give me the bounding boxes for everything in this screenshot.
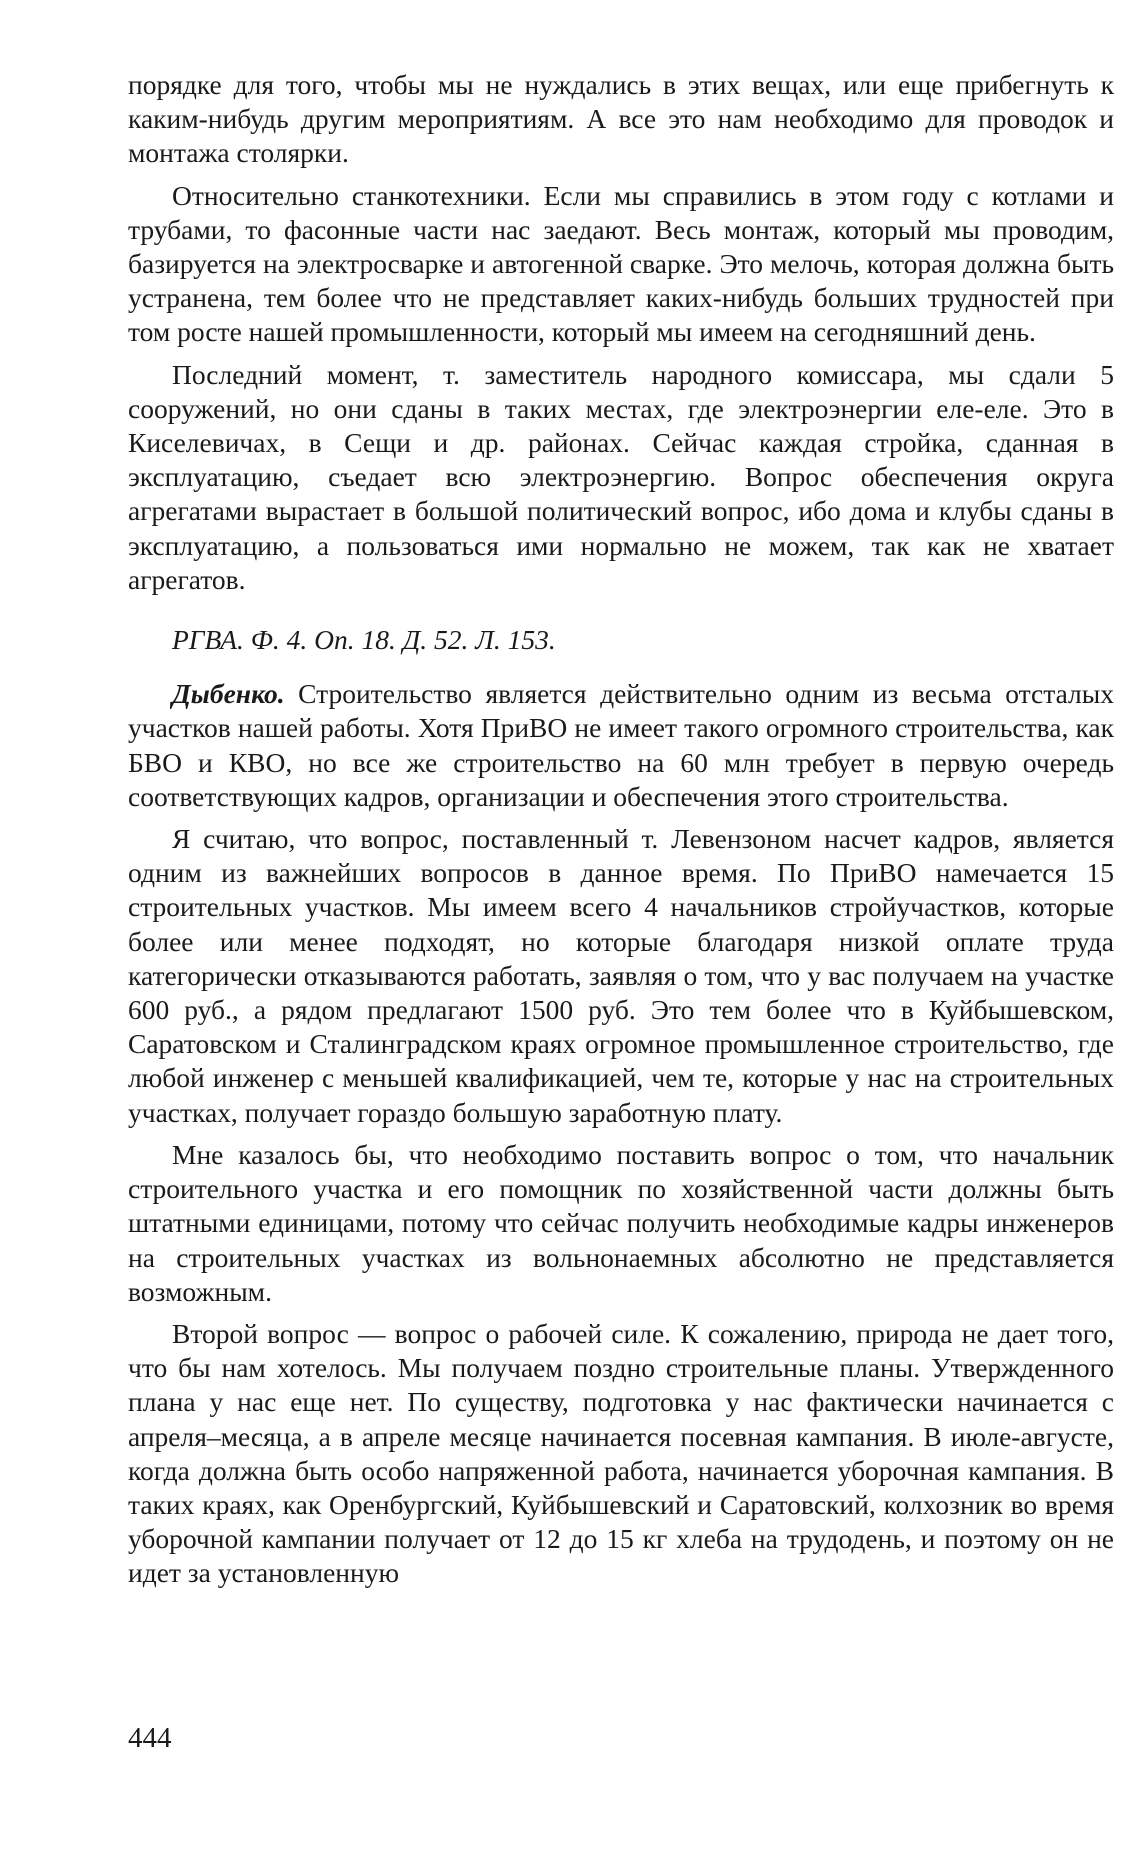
paragraph-continuation: порядке для того, чтобы мы не нуждались в этих вещах, или еще прибегнуть к каким-нибудь другим мероприятиям. А все это нам необходимо для проводок и монтажа столярки.: [128, 69, 1114, 169]
paragraph-dybenko: [128, 677, 1114, 814]
paragraph-last-point: Последний момент, т. заместитель народного комиссара, мы сдали 5 сооружений, но они сданы в таких местах, где электроэнергии еле-еле. Это в Киселевичах, в Сещи и др. районах. Сейчас каждая стройка, сданная в эксплуатацию, съедает всю электроэнергию. Вопрос обеспечения округа агрегатами вырастает в большой политический вопрос, ибо дома и клубы сданы в эксплуатацию, а пользоваться ими нормально не можем, так как не хватает агрегатов.: [128, 358, 1114, 595]
paragraph-cadres: Я считаю, что вопрос, поставленный т. Левензоном насчет кадров, является одним из важнейших вопросов в данное время. По ПриВО намечается 15 строительных участков. Мы имеем всего 4 начальников стройучастков, которые более или менее подходят, но которые благодаря низкой оплате труда категорически отказываются работать, заявляя о том, что у вас получаем на участке 600 руб., а рядом предлагают 1500 руб. Это тем более что в Куйбышевском, Саратовском и Сталинградском краях огромное промышленное строительство, где любой инженер с меньшей квалификацией, чем те, которые у нас на строительных участках, получает гораздо большую заработную плату.: [128, 823, 1114, 1128]
speaker-name: Дыбенко.: [172, 678, 285, 710]
paragraph-machine-tools: Относительно станкотехники. Если мы справились в этом году с котлами и трубами, то фасонные части нас заедают. Весь монтаж, который мы проводим, базируется на электросварке и автогенной сварке. Это мелочь, которая должна быть устранена, тем более что не представляет каких-нибудь больших трудностей при том росте нашей промышленности, который мы имеем на сегодняшний день.: [128, 179, 1114, 348]
archive-reference: РГВА. Ф. 4. Оп. 18. Д. 52. Л. 153.: [172, 624, 556, 656]
page-number: 444: [128, 1722, 172, 1754]
paragraph-staff-units: Мне казалось бы, что необходимо поставить вопрос о том, что начальник строительного участка и его помощник по хозяйственной части должны быть штатными единицами, потому что сейчас получить необходимые кадры инженеров на строительных участках из вольнонаемных абсолютно не представляется возможным.: [128, 1138, 1114, 1307]
speaker-text: Строительство является действительно одним из весьма отсталых участков нашей работы. Хотя ПриВО не имеет такого огромного строительства, как БВО и КВО, но все же строительство на 60 млн требует в первую очередь соответствующих кадров, организации и обеспечения этого строительства.: [128, 678, 1114, 812]
paragraph-labor-force: Второй вопрос — вопрос о рабочей силе. К сожалению, природа не дает того, что бы нам хотелось. Мы получаем поздно строительные планы. Утвержденного плана у нас еще нет. По существу, подготовка у нас фактически начинается с апреля–месяца, а в апреле месяце начинается посевная кампания. В июле-августе, когда должна быть особо напряженной работа, начинается уборочная кампания. В таких краях, как Оренбургский, Куйбышевский и Саратовский, колхозник во время уборочной кампании получает от 12 до 15 кг хлеба на трудодень, и поэтому он не идет за установленную: [128, 1317, 1114, 1589]
